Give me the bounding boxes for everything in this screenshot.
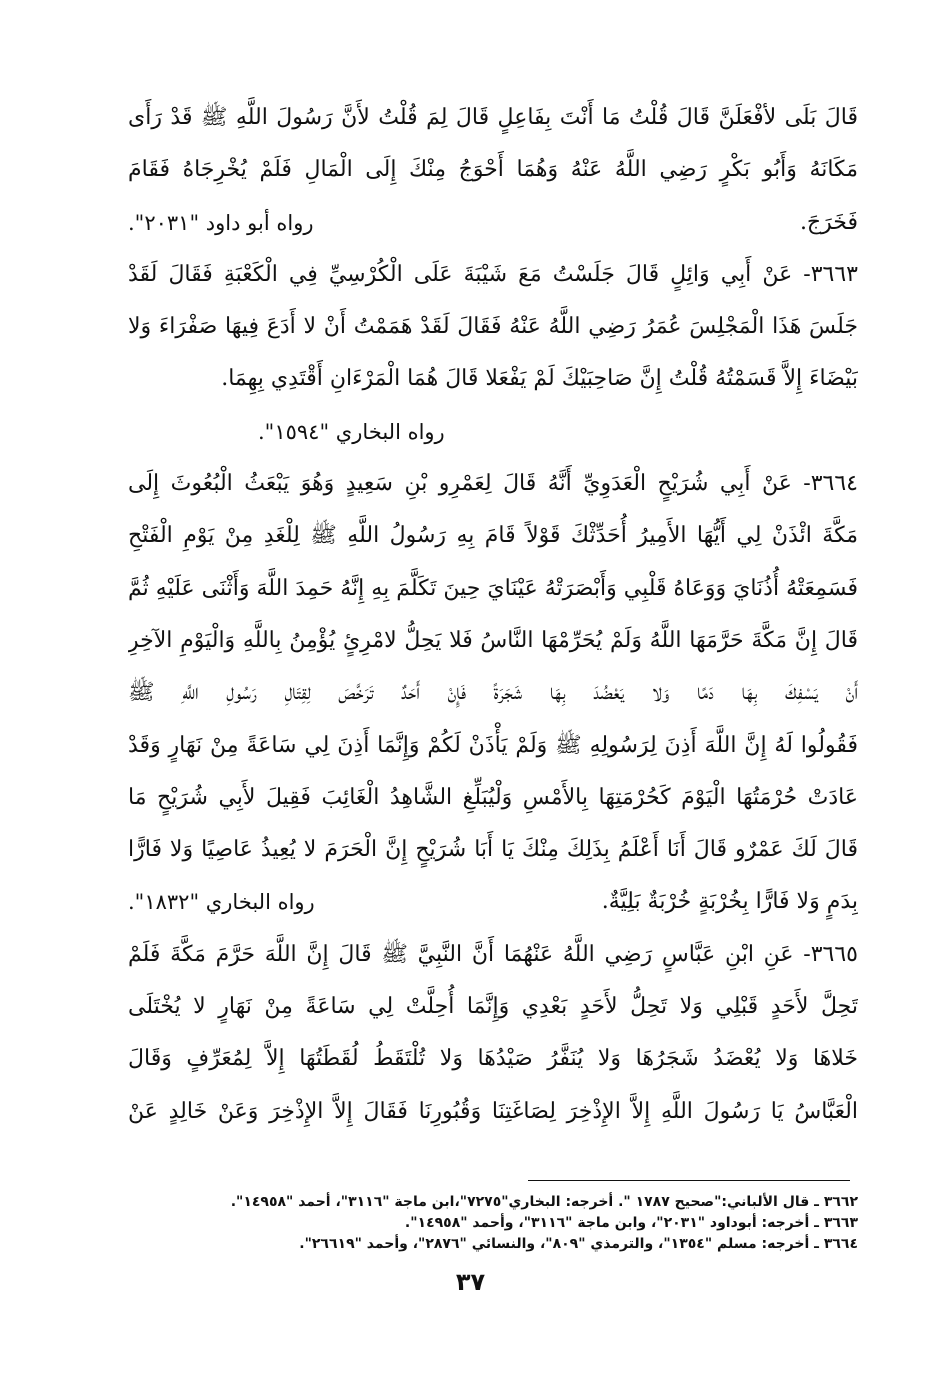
hadith-reference: رواه البخاري "١٥٩٤". (258, 419, 445, 444)
line-text: فَخَرَجَ. (799, 209, 858, 235)
text-line: خَلاهَا وَلا يُعْضَدُ شَجَرُهَا وَلا يُنَفَّرُ صَيْدُهَا وَلا تُلْتَقَطُ لُقَطَتُهَا إِلاَّ لِمُعَرِّفٍ وَقَالَ (128, 1046, 858, 1072)
text-line: ٣٦٦٣- عَنْ أَبِي وَائِلٍ قَالَ جَلَسْتُ مَعَ شَيْبَةَ عَلَى الْكُرْسِيِّ فِي الْكَعْبَةِ فَقَالَ لَقَدْ (128, 261, 858, 287)
text-line: مَكَّةَ ائْذَنْ لِي أَيُّهَا الأَمِيرُ أُحَدِّثْكَ قَوْلاً قَامَ بِهِ رَسُولُ اللَّهِ ﷺ لِلْغَدِ مِنْ يَوْمِ الْفَتْحِ (128, 523, 858, 549)
text-line: جَلَسَ هَذَا الْمَجْلِسَ عُمَرُ رَضِي اللَّهُ عَنْهُ فَقَالَ لَقَدْ هَمَمْتُ أَنْ لا أَدَعَ فِيهَا صَفْرَاءَ وَلا (128, 314, 858, 340)
text-line: ٣٦٦٥- عَنِ ابْنِ عَبَّاسٍ رَضِي اللَّهُ عَنْهُمَا أَنَّ النَّبِيَّ ﷺ قَالَ إِنَّ اللَّهَ حَرَّمَ مَكَّةَ فَلَمْ (128, 941, 858, 967)
text-line: قَالَ إِنَّ مَكَّةَ حَرَّمَهَا اللَّهُ وَلَمْ يُحَرِّمْهَا النَّاسُ فَلا يَحِلُّ لامْرِئٍ يُؤْمِنُ بِاللَّهِ وَالْيَوْمِ الآخِرِ (128, 627, 858, 653)
text-line: بَيْضَاءَ إِلاَّ قَسَمْتُهُ قُلْتُ إِنَّ صَاحِبَيْكَ لَمْ يَفْعَلا قَالَ هُمَا الْمَرْءَانِ أَقْتَدِي بِهِمَا. (221, 366, 858, 392)
text-line: أَنْ يَسْفِكَ بِهَا دَمًا وَلا يَعْضُدَ بِهَا شَجَرَةً فَإِنْ أَحَدٌ تَرَخَّصَ لِقِتَالِ رَسُولِ اللَّهِ ﷺ (128, 680, 858, 706)
text-line: مَكَانَهُ وَأَبُو بَكْرٍ رَضِي اللَّهُ عَنْهُ وَهُمَا أَحْوَجُ مِنْكَ إِلَى الْمَالِ فَلَمْ يُخْرِجَاهُ فَقَامَ (128, 157, 858, 183)
text-line: فَسَمِعَتْهُ أُذُنَايَ وَوَعَاهُ قَلْبِي وَأَبْصَرَتْهُ عَيْنَايَ حِينَ تَكَلَّمَ بِهِ إِنَّهُ حَمِدَ اللَّهَ وَأَثْنَى عَلَيْهِ ثُمَّ (128, 575, 858, 601)
text-line: ٣٦٦٤- عَنْ أَبِي شُرَيْحٍ الْعَدَوِيِّ أَنَّهُ قَالَ لِعَمْرِو بْنِ سَعِيدٍ وَهُوَ يَبْعَثُ الْبُعُوثَ إِلَى (128, 471, 858, 497)
text-line: قَالَ لَكَ عَمْرٌو قَالَ أَنَا أَعْلَمُ بِذَلِكَ مِنْكَ يَا أَبَا شُرَيْحٍ إِنَّ الْحَرَمَ لا يُعِيذُ عَاصِيًا وَلا فَارًّا (128, 837, 858, 863)
footnote: ٣٦٦٤ ـ أخرجه: مسلم "١٣٥٤"، والترمذي "٨٠٩"، والنسائي "٢٨٧٦"، وأحمد "٢٦٦١٩". (299, 1236, 858, 1252)
text-line: تَحِلَّ لأَحَدٍ قَبْلِي وَلا تَحِلُّ لأَحَدٍ بَعْدِي وَإِنَّمَا أُحِلَّتْ لِي سَاعَةً مِنْ نَهَارٍ لا يُخْتَلَى (128, 994, 858, 1020)
text-line: فَقُولُوا لَهُ إِنَّ اللَّهَ أَذِنَ لِرَسُولِهِ ﷺ وَلَمْ يَأْذَنْ لَكُمْ وَإِنَّمَا أَذِنَ لِي سَاعَةً مِنْ نَهَارٍ وَقَدْ (128, 732, 858, 758)
text-line: قَالَ بَلَى لأفْعَلَنَّ قَالَ قُلْتُ مَا أَنْتَ بِفَاعِلٍ قَالَ لِمَ قُلْتُ لأَنَّ رَسُولَ اللَّهِ ﷺ قَدْ رَأَى (128, 105, 858, 130)
footnotes (128, 1192, 858, 1255)
text-line (128, 876, 858, 928)
hadith-reference: رواه أبو داود "٢٠٣١". (128, 210, 314, 235)
text-line: عَادَتْ حُرْمَتُهَا الْيَوْمَ كَحُرْمَتِهَا بِالأَمْسِ وَلْيُبَلِّغِ الشَّاهِدُ الْغَائِبَ فَقِيلَ لأَبِي شُرَيْحٍ مَا (128, 784, 858, 810)
text-line: الْعَبَّاسُ يَا رَسُولَ اللَّهِ إِلاَّ الإِذْخِرَ لِصَاغَتِنَا وَقُبُورِنَا فَقَالَ إِلاَّ الإِذْخِرَ وَعَنْ خَالِدٍ عَنْ (128, 1098, 858, 1124)
footnote: ٣٦٦٢ ـ قال الألباني:"صحيح ١٧٨٧ ". أخرجه: البخاري"٧٢٧٥"،ابن ماجة "٣١١٦"، أحمد "١٤٩٥٨". (230, 1194, 858, 1210)
text-line (128, 406, 858, 458)
line-text: بِدَمٍ وَلا فَارًّا بِخُرْبَةٍ خُرْبَةٌ بَلِيَّةٌ. (601, 889, 858, 915)
hadith-reference: رواه البخاري "١٨٣٢". (128, 890, 315, 915)
text-line (128, 197, 858, 249)
page-number: ٣٧ (455, 1268, 486, 1296)
footnote-divider (528, 1180, 850, 1181)
body-text (128, 92, 858, 1138)
footnote: ٣٦٦٣ ـ أخرجه: أبوداود "٢٠٣١"، وابن ماجة "٣١١٦"، وأحمد "١٤٩٥٨". (404, 1215, 858, 1231)
